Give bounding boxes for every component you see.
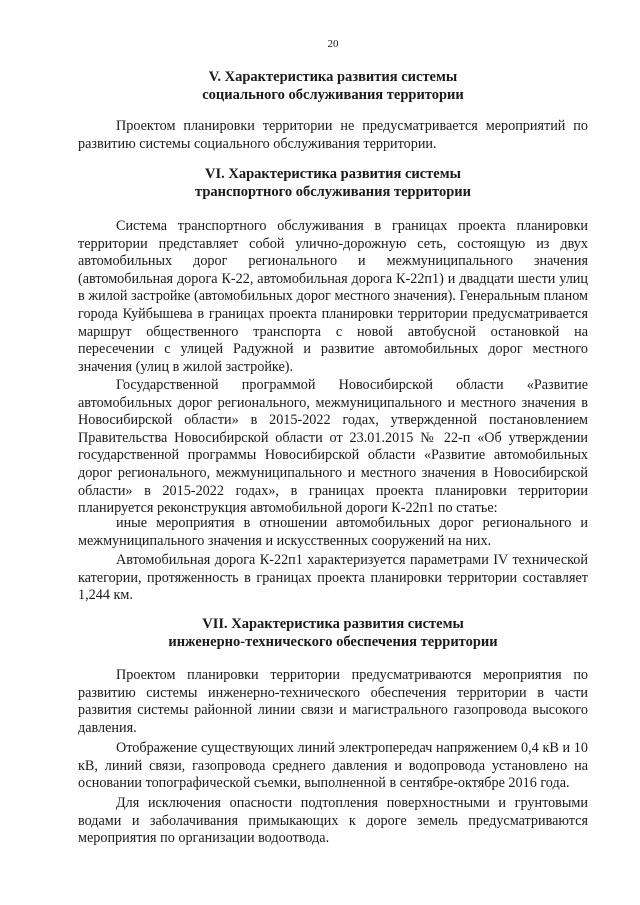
section-6-paragraph-3: иные мероприятия в отношении автомобильных дорог регионального и межмуниципального значения и искусственных сооружений на них.: [78, 515, 588, 549]
section-5-title-line1: V. Характеристика развития системы: [208, 69, 458, 85]
section-5-heading: [78, 68, 588, 104]
section-5-title-line2: социального обслуживания территории: [202, 87, 464, 103]
page-number: 20: [327, 38, 339, 50]
section-6-heading: [78, 165, 588, 201]
section-6-paragraph-2: Государственной программой Новосибирской области «Развитие автомобильных дорог регионального, межмуниципального и местного значения в Новосибирской области» в 2015-2022 годах, утвержденной постановлением Правительства Новосибирской области от 23.01.2015 № 22-п «Об утверждении государственной программы Новосибирской области «Развитие автомобильных дорог регионального, межмуниципального и местного значения в Новосибирской области» в 2015-2022 годах», в границах проекта планировки территории планируется реконструкция автомобильной дороги К-22п1 по статье:: [78, 377, 588, 517]
section-7-paragraph-1: Проектом планировки территории предусматриваются мероприятия по развитию системы инженерно-технического обеспечения территории в части развития системы районной линии связи и магистрального газопровода высокого давления.: [78, 667, 588, 736]
section-7-paragraph-2: Отображение существующих линий электропередач напряжением 0,4 кВ и 10 кВ, линий связи, газопровода среднего давления и водопровода установлено на основании топографической съемки, выполненной в сентябре-октябре 2016 года.: [78, 740, 588, 792]
section-7-title-line2: инженерно-технического обеспечения территории: [168, 634, 498, 650]
section-6-title-line2: транспортного обслуживания территории: [195, 184, 471, 200]
section-7-paragraph-3: Для исключения опасности подтопления поверхностными и грунтовыми водами и заболачивания примыкающих к дороге земель предусматриваются мероприятия по организации водоотвода.: [78, 795, 588, 847]
section-7-title-line1: VII. Характеристика развития системы: [202, 616, 464, 632]
section-5-paragraph-1: Проектом планировки территории не предусматривается мероприятий по развитию системы социального обслуживания территории.: [78, 118, 588, 152]
section-6-paragraph-4: Автомобильная дорога К-22п1 характеризуется параметрами IV технической категории, протяженность в границах проекта планировки территории составляет 1,244 км.: [78, 552, 588, 604]
section-6-paragraph-1: Система транспортного обслуживания в границах проекта планировки территории представляет собой улично-дорожную сеть, состоящую из двух автомобильных дорог регионального и межмуниципального значения (автомобильная дорога К-22, автомобильная дорога К-22п1) и двадцати шести улиц в жилой застройке (автомобильных дорог местного значения). Генеральным планом города Куйбышева в границах проекта планировки территории предусматривается маршрут общественного транспорта с новой автобусной остановкой на пересечении с улицей Радужной и развитие автомобильных дорог местного значения (улиц в жилой застройке).: [78, 218, 588, 375]
section-7-heading: [78, 615, 588, 651]
section-6-title-line1: VI. Характеристика развития системы: [205, 166, 461, 182]
